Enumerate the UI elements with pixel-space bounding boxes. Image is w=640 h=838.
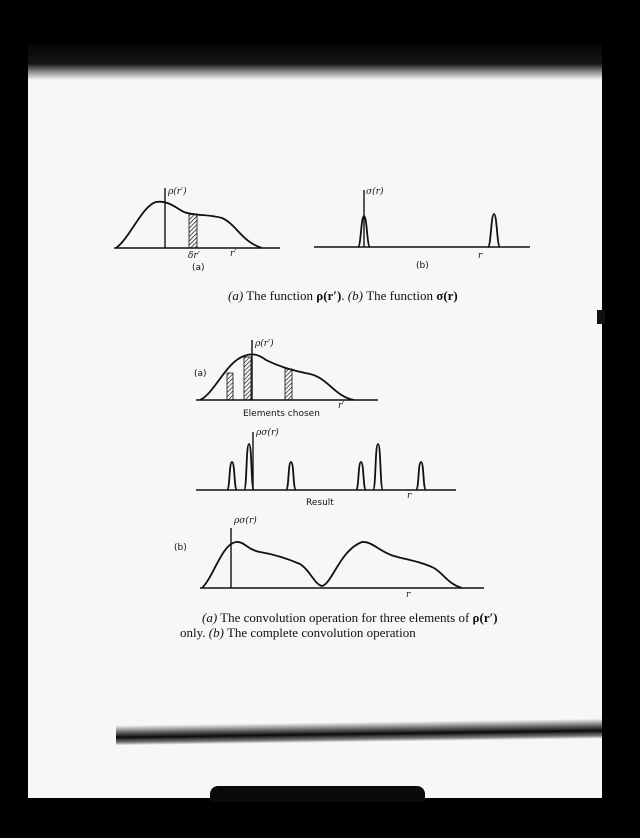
figure-1-caption	[228, 289, 458, 302]
caption-label-b: (b)	[347, 288, 363, 303]
figure-2a-plot	[192, 338, 382, 420]
caption-text-b: The complete convolution operation	[223, 625, 416, 640]
caption-symbol: ρ(r′)	[472, 610, 498, 625]
figure-2a-elements	[192, 338, 382, 420]
rho-curve	[200, 354, 354, 400]
panel-label: (b)	[174, 543, 187, 553]
panel-label: (b)	[416, 261, 429, 271]
caption-text-a: The function	[243, 288, 317, 303]
figure-1b	[312, 186, 534, 278]
element-label: δr′	[188, 251, 200, 261]
result-peak-3	[286, 462, 296, 490]
caption-separator: .	[341, 288, 348, 303]
axis-label: ρσ(r)	[234, 516, 257, 526]
scan-top-shadow	[28, 44, 602, 80]
x-label: r	[478, 251, 483, 261]
sub-caption: Elements chosen	[243, 409, 320, 419]
caption-symbol-b: σ(r)	[436, 288, 458, 303]
x-label: r	[406, 590, 411, 600]
sigma-peak-2	[488, 214, 500, 247]
caption-symbol-a: ρ(r′)	[316, 288, 342, 303]
axis-label: ρ(r′)	[255, 339, 274, 349]
caption-label-b: (b)	[208, 625, 224, 640]
scan-side-mark	[597, 310, 605, 324]
chosen-element-2	[244, 357, 251, 400]
result-peak-4	[356, 462, 366, 490]
sub-caption: Result	[306, 498, 334, 508]
caption-text-a: The convolution operation for three elements of	[217, 610, 473, 625]
result-peak-5	[373, 444, 383, 490]
x-label: r	[407, 491, 412, 501]
figure-1a	[112, 186, 287, 278]
chosen-element-3	[285, 369, 292, 400]
panel-label: (a)	[192, 263, 205, 273]
caption-prefix: only.	[180, 625, 209, 640]
axis-label: ρ(r′)	[168, 187, 187, 197]
figure-2-caption-line-1	[202, 611, 498, 624]
axis-label: σ(r)	[366, 187, 384, 197]
caption-text-b: The function	[362, 288, 437, 303]
convolution-curve	[202, 542, 462, 588]
scan-bottom-mark	[210, 786, 425, 802]
figure-2-caption-line-2	[180, 626, 416, 639]
figure-2b-plot	[172, 514, 488, 602]
result-peak-1	[227, 462, 237, 490]
axis-label: ρσ(r)	[256, 428, 279, 438]
figure-2b-convolution	[172, 514, 488, 602]
chosen-element-1	[227, 373, 233, 400]
caption-label-a: (a)	[202, 610, 218, 625]
page-sheet	[28, 44, 602, 798]
delta-element	[189, 214, 197, 248]
x-label: r′	[230, 249, 237, 259]
panel-label: (a)	[194, 369, 207, 379]
caption-label-a: (a)	[228, 288, 244, 303]
figure-2a-result	[194, 426, 460, 510]
x-label: r′	[338, 401, 345, 411]
result-peak-6	[416, 462, 426, 490]
